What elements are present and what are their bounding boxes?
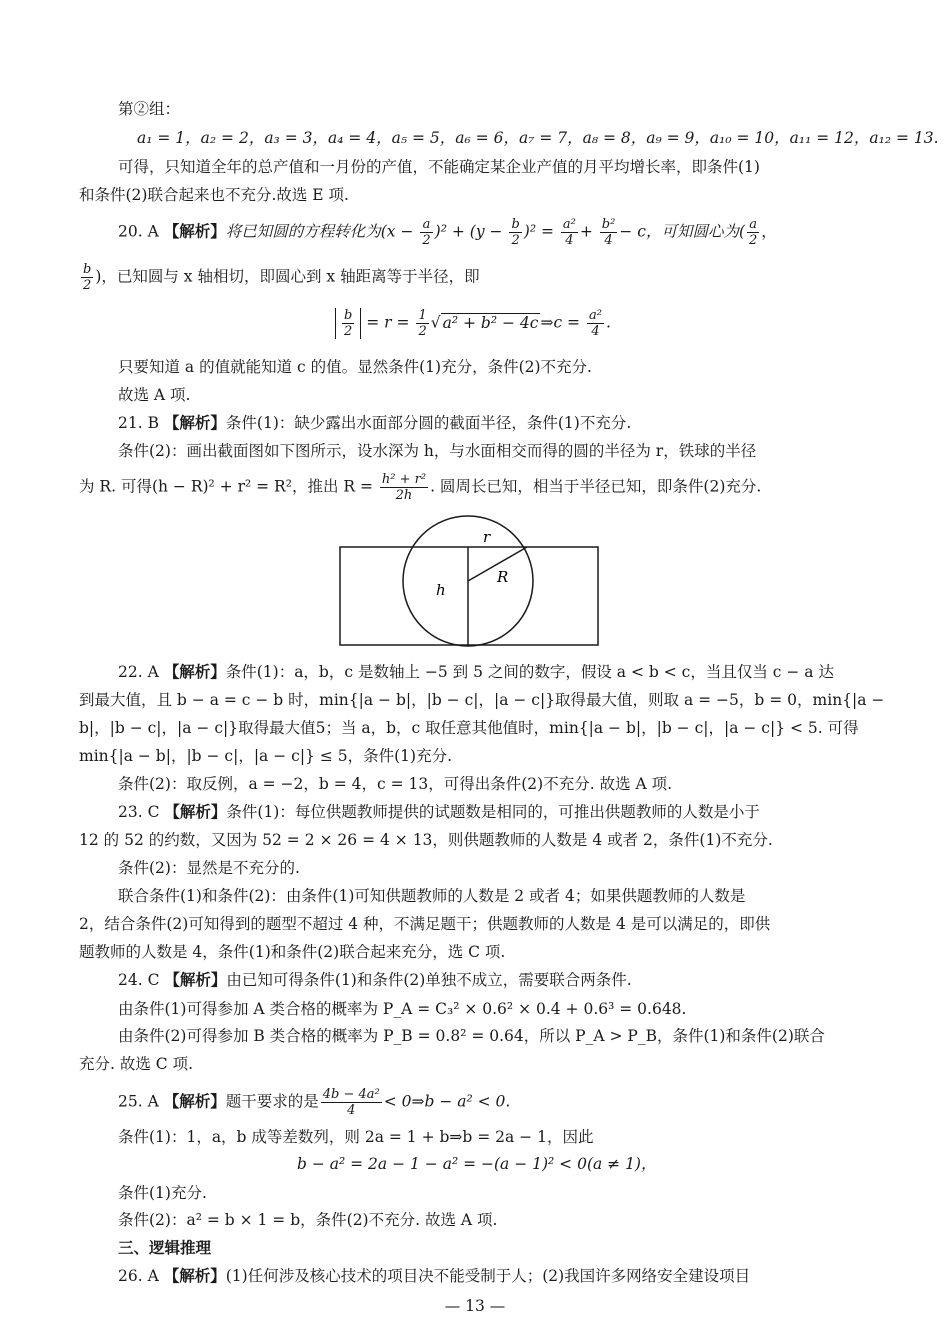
fraction: $\frac{b}{2}$ xyxy=(83,262,92,293)
text-line: 和条件(2)联合起来也不充分.故选 E 项. xyxy=(79,186,349,204)
question-number: 25. A xyxy=(118,1092,159,1111)
question-number: 21. B xyxy=(118,414,159,432)
text-line: 联合条件(1)和条件(2)：由条件(1)可知供题教师的人数是 2 或者 4；如果供题教师的人数是 xyxy=(118,887,746,905)
formula-line: b − a² = 2a − 1 − a² = −(a − 1)² < 0(a ≠ 1)， xyxy=(297,1155,657,1173)
analysis-tag: 【解析】 xyxy=(163,1266,226,1285)
text-line: 由条件(2)可得参加 B 类合格的概率为 P_B = 0.8² = 0.64，所以 P_A > P_B，条件(1)和条件(2)联合 xyxy=(118,1027,825,1045)
question-24-line xyxy=(118,969,632,991)
text-line: 题教师的人数是 4，条件(1)和条件(2)联合起来充分，选 C 项. xyxy=(79,943,506,961)
text-line: 条件(2)：a² = b × 1 = b，条件(2)不充分. 故选 A 项. xyxy=(118,1211,498,1229)
text-line: 只要知道 a 的值就能知道 c 的值。显然条件(1)充分，条件(2)不充分. xyxy=(118,358,592,376)
label-r: r xyxy=(483,528,491,546)
absolute-value: $\frac{b}{2}$ xyxy=(335,308,361,339)
question-number: 22. A xyxy=(118,663,159,681)
text-line: 12 的 52 的约数，又因为 52 = 2 × 26 = 4 × 13，则供题教师的人数是 4 或者 2，条件(1)不充分. xyxy=(79,831,773,849)
question-number: 26. A xyxy=(118,1267,159,1285)
analysis-tag: 【解析】 xyxy=(163,1091,226,1111)
text-line: 由条件(1)可得参加 A 类合格的概率为 P_A = C₃² × 0.6² × 0.4 + 0.6³ = 0.648. xyxy=(118,1000,687,1018)
formula-line: $\frac{b}{2}$ = r = $\frac{1}{2}$ √ a² + b² − 4c ⇒c = $\frac{\text{a²}}{4}$ . xyxy=(335,308,611,339)
fraction: $\frac{\text{h² + r²}}{2h}$ xyxy=(381,472,427,503)
text: )² = xyxy=(523,222,554,241)
fraction: $\frac{\text{b²}}{4}$ xyxy=(601,217,616,248)
text: )，已知圆与 x 轴相切，即圆心到 x 轴距离等于半径，即 xyxy=(95,267,480,286)
text: + xyxy=(579,222,593,241)
fraction: $\frac{b}{2}$ xyxy=(511,217,520,248)
text-line: b|，|b − c|，|a − c|}取得最大值5；当 a，b，c 取任意其他值时，min{|a − b|，|b − c|，|a − c|} < 5. 可得 xyxy=(79,719,859,737)
analysis-tag: 【解析】 xyxy=(164,802,227,821)
text-line: 充分. 故选 C 项. xyxy=(79,1055,193,1073)
text-line: 条件(1)：1，a，b 成等差数列，则 2a = 1 + b⇒b = 2a − 1，因此 xyxy=(118,1128,594,1146)
text-line: 条件(2)：显然是不充分的. xyxy=(118,859,300,877)
text: )² + (y − xyxy=(434,222,503,241)
fraction: $\frac{\text{4b − 4a²}}{4}$ xyxy=(322,1087,380,1118)
question-20-line xyxy=(79,262,480,293)
question-number: 23. C xyxy=(118,803,160,821)
text-line: 条件(2)：画出截面图如下图所示，设水深为 h，与水面相交而得的圆的半径为 r，铁球的半径 xyxy=(118,442,757,460)
text: 条件(1)：a，b，c 是数轴上 −5 到 5 之间的数字，假设 a < b < c，当且仅当 c − a 达 xyxy=(225,663,834,681)
question-26-line xyxy=(118,1265,750,1287)
text-line: 2，结合条件(2)可知得到的题型不超过 4 种，不满足题干；供题教师的人数是 4 是可以满足的，即供 xyxy=(79,915,771,933)
text-line: min{|a − b|，|b − c|，|a − c|} ≤ 5，条件(1)充分. xyxy=(79,747,452,765)
text: 将已知圆的方程转化为(x − xyxy=(225,222,414,241)
text: ， xyxy=(761,222,777,241)
text: 条件(1)：缺少露出水面部分圆的截面半径，条件(1)不充分. xyxy=(225,414,632,432)
text: 题干要求的是 xyxy=(225,1092,319,1111)
text: (1)任何涉及核心技术的项目决不能受制于人；(2)我国许多网络安全建设项目 xyxy=(225,1267,751,1285)
question-21-line xyxy=(118,412,631,434)
text-line: 可得，只知道全年的总产值和一月份的产值，不能确定某企业产值的月平均增长率，即条件(1) xyxy=(118,158,760,176)
question-22-line xyxy=(118,661,834,683)
text-line: 为 R. 可得(h − R)² + r² = R²，推出 R = $\frac{\text{h² + r²}}{2h}$ . 圆周长已知，相当于半径已知，即条件(2)充分. xyxy=(79,472,762,503)
page-number: — 13 — xyxy=(444,1297,506,1315)
question-20-line xyxy=(118,217,777,248)
text-line: 条件(1)充分. xyxy=(118,1184,207,1202)
text-line: 条件(2)：取反例，a = −2，b = 4，c = 13，可得出条件(2)不充分. 故选 A 项. xyxy=(118,775,673,793)
sphere-cross-section-diagram xyxy=(335,515,605,650)
text-line: 第②组： xyxy=(118,100,181,118)
question-23-line xyxy=(118,801,760,823)
analysis-tag: 【解析】 xyxy=(163,413,226,432)
fraction: $\frac{a}{2}$ xyxy=(749,217,758,248)
analysis-tag: 【解析】 xyxy=(163,221,226,241)
text: 条件(1)：每位供题教师提供的试题数是相同的，可推出供题教师的人数是小于 xyxy=(226,803,760,821)
analysis-tag: 【解析】 xyxy=(164,970,227,989)
text: 由已知可得条件(1)和条件(2)单独不成立，需要联合两条件. xyxy=(226,971,632,989)
question-number: 24. C xyxy=(118,971,160,989)
fraction: $\frac{a}{2}$ xyxy=(422,217,431,248)
fraction: $\frac{\text{a²}}{4}$ xyxy=(562,217,576,248)
text: − c，可知圆心为( xyxy=(619,222,745,241)
question-25-line: 25. A 【解析】题干要求的是 $\frac{\text{4b − 4a²}}{4}$ < 0⇒b − a² < 0. xyxy=(118,1087,511,1118)
label-R: R xyxy=(497,568,509,586)
section-heading: 三、逻辑推理 xyxy=(118,1239,212,1257)
label-h: h xyxy=(436,581,446,599)
text-line: 到最大值，且 b − a = c − b 时，min{|a − b|，|b − c|，|a − c|}取得最大值，则取 a = −5，b = 0，min{|a − xyxy=(79,691,885,709)
text-line: 故选 A 项. xyxy=(118,386,191,404)
text-line: a₁ = 1，a₂ = 2，a₃ = 3，a₄ = 4，a₅ = 5，a₆ = 6，a₇ = 7，a₈ = 8，a₉ = 9，a₁₀ = 10，a₁₁ = 12，a₁₂ = 13. xyxy=(137,129,939,147)
question-number: 20. A xyxy=(118,222,159,241)
water-rectangle xyxy=(340,547,598,645)
analysis-tag: 【解析】 xyxy=(163,662,226,681)
